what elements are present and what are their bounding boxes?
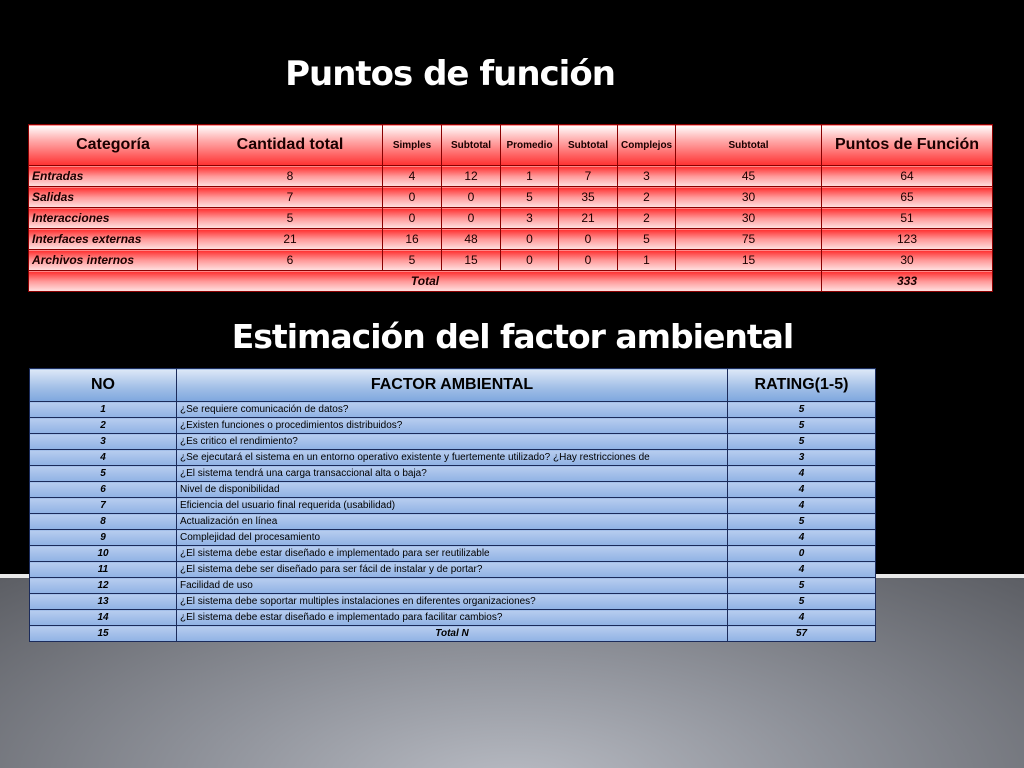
ef-header-rating: RATING(1-5) xyxy=(728,369,876,402)
fp-header-categoria: Categoría xyxy=(29,125,198,166)
ef-cell-no: 1 xyxy=(30,402,177,418)
fp-cell-categoria: Salidas xyxy=(29,187,198,208)
ef-cell-no: 3 xyxy=(30,434,177,450)
ef-cell-factor: ¿El sistema debe estar diseñado e implementado para ser reutilizable xyxy=(177,546,728,562)
fp-header-subtotal-2: Subtotal xyxy=(559,125,618,166)
ef-cell-factor: ¿El sistema tendrá una carga transaccional alta o baja? xyxy=(177,466,728,482)
ef-cell-rating: 4 xyxy=(728,498,876,514)
fp-cell-subtotal-2: 7 xyxy=(559,166,618,187)
ef-cell-rating: 5 xyxy=(728,418,876,434)
ef-cell-factor: ¿Se requiere comunicación de datos? xyxy=(177,402,728,418)
ef-cell-rating: 4 xyxy=(728,482,876,498)
ef-cell-factor: Complejidad del procesamiento xyxy=(177,530,728,546)
ef-header-no: NO xyxy=(30,369,177,402)
fp-table-row xyxy=(29,208,993,229)
fp-total-label: Total xyxy=(29,271,822,292)
ef-cell-no: 12 xyxy=(30,578,177,594)
fp-header-subtotal-3: Subtotal xyxy=(676,125,822,166)
ef-cell-no: 9 xyxy=(30,530,177,546)
ef-total-no: 15 xyxy=(30,626,177,642)
fp-cell-categoria: Entradas xyxy=(29,166,198,187)
ef-cell-rating: 5 xyxy=(728,594,876,610)
ef-header-factor: FACTOR AMBIENTAL xyxy=(177,369,728,402)
fp-cell-puntos: 30 xyxy=(822,250,993,271)
ef-cell-no: 13 xyxy=(30,594,177,610)
ef-cell-rating: 4 xyxy=(728,466,876,482)
ef-cell-no: 7 xyxy=(30,498,177,514)
ef-cell-rating: 5 xyxy=(728,514,876,530)
fp-cell-subtotal-1: 12 xyxy=(442,166,501,187)
ef-table-row xyxy=(30,498,876,514)
fp-cell-promedio: 5 xyxy=(501,187,559,208)
fp-cell-complejos: 2 xyxy=(618,208,676,229)
fp-header-cantidad: Cantidad total xyxy=(198,125,383,166)
fp-cell-cantidad: 5 xyxy=(198,208,383,229)
fp-cell-simples: 16 xyxy=(383,229,442,250)
ef-table-row xyxy=(30,578,876,594)
fp-cell-promedio: 1 xyxy=(501,166,559,187)
fp-total-value: 333 xyxy=(822,271,993,292)
fp-cell-simples: 0 xyxy=(383,208,442,229)
fp-cell-subtotal-3: 45 xyxy=(676,166,822,187)
fp-cell-complejos: 3 xyxy=(618,166,676,187)
ef-cell-factor: Facilidad de uso xyxy=(177,578,728,594)
fp-cell-puntos: 123 xyxy=(822,229,993,250)
fp-table-row xyxy=(29,166,993,187)
ef-cell-rating: 4 xyxy=(728,530,876,546)
ef-cell-rating: 5 xyxy=(728,434,876,450)
ef-cell-no: 4 xyxy=(30,450,177,466)
ef-total-label: Total N xyxy=(177,626,728,642)
ef-cell-no: 10 xyxy=(30,546,177,562)
fp-header-row xyxy=(29,125,993,166)
ef-cell-no: 6 xyxy=(30,482,177,498)
fp-cell-cantidad: 21 xyxy=(198,229,383,250)
ef-table-row xyxy=(30,546,876,562)
function-points-table xyxy=(28,124,993,292)
ef-cell-factor: ¿El sistema debe ser diseñado para ser fácil de instalar y de portar? xyxy=(177,562,728,578)
ef-cell-rating: 3 xyxy=(728,450,876,466)
ef-cell-factor: ¿Existen funciones o procedimientos distribuidos? xyxy=(177,418,728,434)
ef-cell-rating: 4 xyxy=(728,610,876,626)
ef-cell-factor: Eficiencia del usuario final requerida (usabilidad) xyxy=(177,498,728,514)
fp-table-row xyxy=(29,250,993,271)
slide-title-environmental-factor: Estimación del factor ambiental xyxy=(231,317,794,356)
fp-cell-cantidad: 6 xyxy=(198,250,383,271)
fp-cell-subtotal-2: 0 xyxy=(559,229,618,250)
ef-table-row xyxy=(30,402,876,418)
ef-cell-no: 2 xyxy=(30,418,177,434)
fp-cell-subtotal-3: 15 xyxy=(676,250,822,271)
ef-cell-rating: 4 xyxy=(728,562,876,578)
ef-table-row xyxy=(30,562,876,578)
fp-cell-subtotal-3: 30 xyxy=(676,208,822,229)
fp-cell-cantidad: 7 xyxy=(198,187,383,208)
fp-cell-subtotal-3: 30 xyxy=(676,187,822,208)
fp-cell-puntos: 51 xyxy=(822,208,993,229)
environmental-factor-table-container xyxy=(29,368,875,642)
fp-cell-subtotal-1: 48 xyxy=(442,229,501,250)
fp-cell-subtotal-3: 75 xyxy=(676,229,822,250)
ef-total-row xyxy=(30,626,876,642)
fp-total-row xyxy=(29,271,993,292)
ef-table-row xyxy=(30,610,876,626)
fp-table-row xyxy=(29,229,993,250)
ef-cell-factor: Nivel de disponibilidad xyxy=(177,482,728,498)
fp-cell-complejos: 1 xyxy=(618,250,676,271)
fp-cell-subtotal-2: 21 xyxy=(559,208,618,229)
ef-table-row xyxy=(30,466,876,482)
ef-cell-factor: ¿El sistema debe estar diseñado e implementado para facilitar cambios? xyxy=(177,610,728,626)
fp-cell-complejos: 5 xyxy=(618,229,676,250)
fp-cell-subtotal-1: 15 xyxy=(442,250,501,271)
fp-header-simples: Simples xyxy=(383,125,442,166)
ef-table-row xyxy=(30,450,876,466)
ef-cell-rating: 5 xyxy=(728,402,876,418)
ef-cell-no: 8 xyxy=(30,514,177,530)
fp-cell-promedio: 0 xyxy=(501,229,559,250)
fp-cell-subtotal-2: 35 xyxy=(559,187,618,208)
ef-table-row xyxy=(30,482,876,498)
ef-cell-factor: ¿El sistema debe soportar multiples instalaciones en diferentes organizaciones? xyxy=(177,594,728,610)
fp-cell-subtotal-1: 0 xyxy=(442,187,501,208)
fp-cell-promedio: 0 xyxy=(501,250,559,271)
fp-header-subtotal-1: Subtotal xyxy=(442,125,501,166)
ef-cell-no: 14 xyxy=(30,610,177,626)
ef-table-row xyxy=(30,514,876,530)
ef-cell-factor: ¿Es critico el rendimiento? xyxy=(177,434,728,450)
ef-header-row xyxy=(30,369,876,402)
fp-cell-subtotal-1: 0 xyxy=(442,208,501,229)
fp-header-puntos: Puntos de Función xyxy=(822,125,993,166)
ef-table-row xyxy=(30,594,876,610)
fp-cell-simples: 5 xyxy=(383,250,442,271)
fp-cell-complejos: 2 xyxy=(618,187,676,208)
environmental-factor-table xyxy=(29,368,876,642)
ef-cell-rating: 5 xyxy=(728,578,876,594)
fp-cell-cantidad: 8 xyxy=(198,166,383,187)
ef-cell-no: 11 xyxy=(30,562,177,578)
fp-cell-puntos: 65 xyxy=(822,187,993,208)
fp-cell-simples: 4 xyxy=(383,166,442,187)
fp-header-complejos: Complejos xyxy=(618,125,676,166)
fp-cell-puntos: 64 xyxy=(822,166,993,187)
ef-cell-factor: ¿Se ejecutará el sistema en un entorno operativo existente y fuertemente utilizado? ¿Hay restricciones de xyxy=(177,450,728,466)
ef-cell-no: 5 xyxy=(30,466,177,482)
ef-table-row xyxy=(30,418,876,434)
fp-cell-promedio: 3 xyxy=(501,208,559,229)
slide-title-function-points: Puntos de función xyxy=(285,54,615,94)
ef-total-value: 57 xyxy=(728,626,876,642)
fp-cell-simples: 0 xyxy=(383,187,442,208)
ef-table-row xyxy=(30,434,876,450)
fp-cell-categoria: Interfaces externas xyxy=(29,229,198,250)
function-points-table-container xyxy=(28,124,992,293)
ef-table-row xyxy=(30,530,876,546)
fp-cell-categoria: Archivos internos xyxy=(29,250,198,271)
ef-cell-rating: 0 xyxy=(728,546,876,562)
fp-cell-subtotal-2: 0 xyxy=(559,250,618,271)
ef-cell-factor: Actualización en línea xyxy=(177,514,728,530)
fp-header-promedio: Promedio xyxy=(501,125,559,166)
fp-table-row xyxy=(29,187,993,208)
fp-cell-categoria: Interacciones xyxy=(29,208,198,229)
